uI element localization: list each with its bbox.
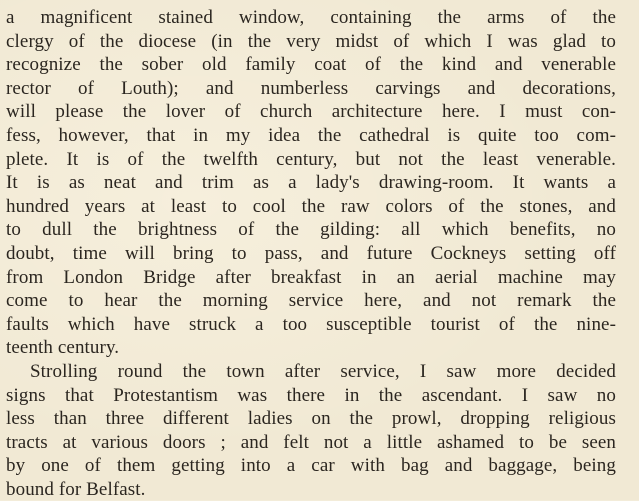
- text-line: tracts at various doors ; and felt not a little ashamed to be seen: [6, 431, 616, 453]
- text-line: a magnificent stained window, containing the arms of the: [6, 7, 616, 28]
- text-line: fess, however, that in my idea the cathedral is quite too com-: [6, 124, 616, 146]
- paragraph-2: [6, 360, 616, 501]
- text-line: hundred years at least to cool the raw colors of the stones, and: [6, 195, 616, 217]
- text-line: teenth century.: [6, 337, 120, 359]
- text-line: faults which have struck a too susceptible tourist of the nine-: [6, 313, 616, 335]
- text-line: come to hear the morning service here, and not remark the: [6, 290, 616, 312]
- text-block: [6, 6, 616, 501]
- text-line: plete. It is of the twelfth century, but not the least venerable.: [6, 148, 616, 170]
- text-line: bound for Belfast.: [6, 478, 146, 500]
- text-line: signs that Protestantism was there in the ascendant. I saw no: [6, 384, 616, 406]
- text-line: recognize the sober old family coat of the kind and venerable: [6, 54, 616, 76]
- text-line: rector of Louth); and numberless carvings and decorations,: [6, 77, 616, 99]
- text-line: less than three different ladies on the prowl, dropping religious: [6, 408, 616, 430]
- text-line: doubt, time will bring to pass, and future Cockneys setting off: [6, 242, 616, 264]
- text-line: will please the lover of church architecture here. I must con-: [6, 101, 616, 123]
- text-line: Strolling round the town after service, I saw more decided: [30, 360, 616, 382]
- paragraph-1: [6, 6, 616, 360]
- text-line: clergy of the diocese (in the very midst of which I was glad to: [6, 30, 616, 52]
- text-line: to dull the brightness of the gilding: all which benefits, no: [6, 219, 616, 241]
- text-line: by one of them getting into a car with bag and baggage, being: [6, 455, 616, 477]
- text-line: from London Bridge after breakfast in an aerial machine may: [6, 266, 616, 288]
- text-line: It is as neat and trim as a lady's drawing-room. It wants a: [6, 172, 616, 194]
